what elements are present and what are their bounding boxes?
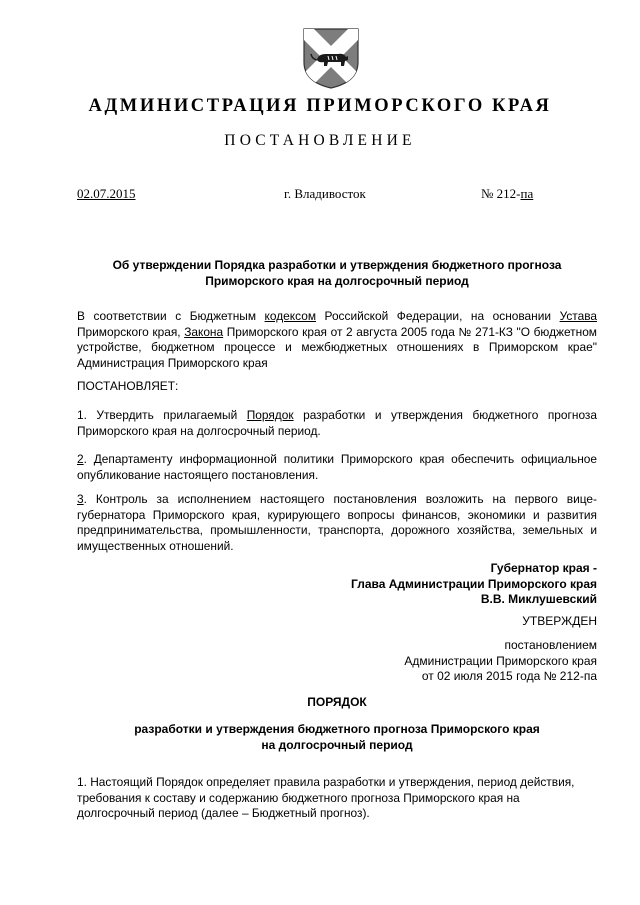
- item-2-number: 2: [77, 452, 84, 466]
- signature-line-1: Губернатор края -: [490, 561, 597, 575]
- approval-line-1: постановлением: [504, 638, 597, 652]
- title-line-1: Об утверждении Порядка разработки и утверждения бюджетного прогноза: [112, 258, 562, 272]
- signature-line-2: Глава Администрации Приморского края: [351, 576, 597, 591]
- approval-line-2: Администрации Приморского края: [404, 653, 597, 668]
- document-number: [481, 186, 533, 202]
- item-2: [77, 452, 597, 483]
- order-heading: ПОРЯДОК: [307, 695, 367, 709]
- preamble-text-3: Приморского края,: [77, 324, 185, 339]
- signature-block: [351, 561, 597, 608]
- item-1-text-b: разработки и утверждения бюджетного прогноза Приморского края на долгосрочный период.: [77, 408, 597, 438]
- preamble-paragraph: [77, 309, 597, 371]
- document-number-suffix: па: [520, 186, 534, 201]
- item-3: [77, 492, 597, 554]
- document-number-prefix: № 212-: [481, 186, 521, 201]
- link-law[interactable]: Закона: [184, 324, 224, 339]
- signature-line-3: В.В. Миклушевский: [480, 592, 597, 606]
- document-city: г. Владивосток: [284, 186, 366, 201]
- primorsky-krai-coat-of-arms-icon: [300, 26, 362, 90]
- item-1: [77, 408, 597, 439]
- order-subtitle-line-2: на долгосрочный период: [261, 738, 413, 752]
- organization-name: АДМИНИСТРАЦИЯ ПРИМОРСКОГО КРАЯ: [88, 96, 552, 116]
- item-2-text: . Департаменту информационной политики Приморского края обеспечить официальное опубликование настоящего постановления.: [77, 452, 597, 482]
- document-title: [77, 257, 597, 289]
- approved-label: УТВЕРЖДЕН: [522, 614, 597, 628]
- item-3-number: 3: [77, 492, 84, 506]
- decree-word: ПОСТАНОВЛЯЕТ:: [77, 379, 179, 393]
- preamble-text-1: В соответствии с Бюджетным: [77, 309, 265, 323]
- document-date: 02.07.2015: [77, 186, 136, 201]
- order-point-1: 1. Настоящий Порядок определяет правила разработки и утверждения, период действия, требования к составу и содержанию бюджетного прогноза Приморского края на долгосрочный период (далее – Бюджетный прогноз).: [77, 775, 575, 820]
- link-order[interactable]: Порядок: [246, 408, 294, 422]
- link-charter[interactable]: Устава: [559, 309, 597, 323]
- order-subtitle-line-1: разработки и утверждения бюджетного прогноза Приморского края: [134, 722, 540, 736]
- title-line-2: Приморского края на долгосрочный период: [205, 274, 469, 288]
- link-budget-codex[interactable]: кодексом: [264, 309, 316, 323]
- item-1-text-a: 1. Утвердить прилагаемый: [77, 408, 247, 422]
- document-type: ПОСТАНОВЛЕНИЕ: [224, 132, 416, 149]
- preamble-text-4: Приморского края от 2 августа 2005 года № 271-КЗ "О бюджетном устройстве, бюджетном процессе и межбюджетных отношениях в Приморском крае" Администрация Приморского края: [77, 324, 597, 370]
- approval-block: [404, 638, 597, 685]
- preamble-text-2: Российской Федерации, на основании: [316, 309, 560, 323]
- approval-line-3: от 02 июля 2015 года № 212-па: [421, 669, 597, 683]
- item-3-text: . Контроль за исполнением настоящего постановления возложить на первого вице-губернатора Приморского края, курирующего вопросы финансов, экономики и развития предпринимательства, промышленности, транспорта, дорожного хозяйства, земельных и имущественных отношений.: [77, 492, 597, 553]
- order-subtitle: [77, 721, 597, 753]
